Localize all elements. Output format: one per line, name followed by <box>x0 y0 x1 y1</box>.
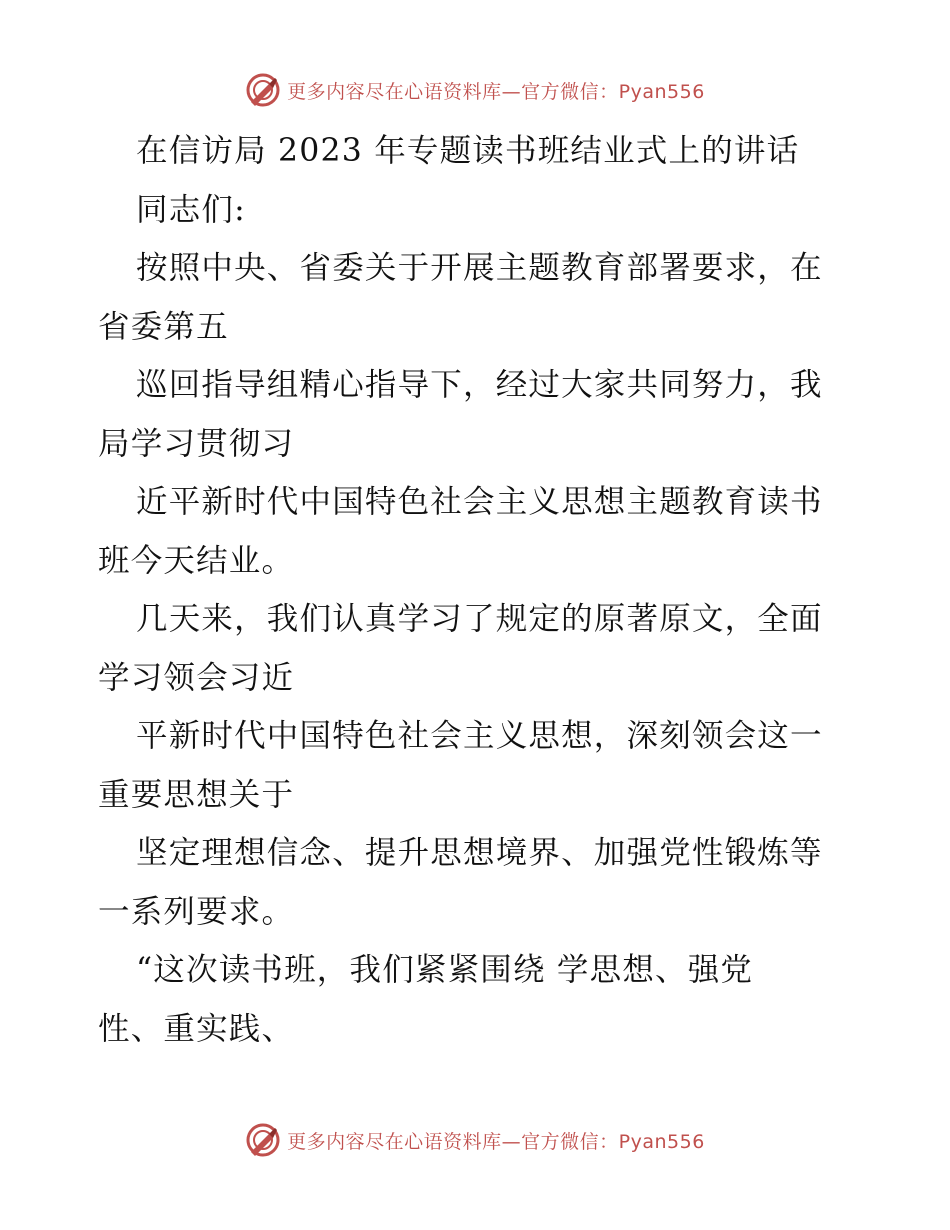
paragraph-line: 省委第五 <box>98 308 229 345</box>
paragraph-line: 几天来，我们认真学习了规定的原著原文，全面 <box>136 601 823 637</box>
paragraph-line: 重要思想关于 <box>98 776 295 813</box>
footer-watermark-banner <box>0 1118 950 1162</box>
paragraph-line: 近平新时代中国特色社会主义思想主题教育读书 <box>136 484 823 520</box>
pen-logo-icon <box>245 72 281 108</box>
paragraph-line: 坚定理想信念、提升思想境界、加强党性锻炼等 <box>136 835 823 871</box>
header-watermark-text: 更多内容尽在心语资料库—官方微信：Pyan556 <box>287 80 705 103</box>
salutation: 同志们: <box>136 191 246 228</box>
paragraph-line: 巡回指导组精心指导下，经过大家共同努力，我 <box>136 367 823 403</box>
paragraph-line: 班今天结业。 <box>98 542 295 579</box>
paragraph-line: 学习领会习近 <box>98 659 295 696</box>
paragraph-line: “这次读书班，我们紧紧围绕 学思想、强党 <box>136 952 754 988</box>
document-body <box>98 122 858 1058</box>
pen-logo-icon <box>245 1122 281 1158</box>
paragraph-line: 局学习贯彻习 <box>98 425 295 462</box>
paragraph-line: 性、重实践、 <box>98 1010 295 1047</box>
paragraph-line: 一系列要求。 <box>98 893 295 930</box>
footer-watermark-text: 更多内容尽在心语资料库—官方微信：Pyan556 <box>287 1130 705 1153</box>
paragraph-line: 平新时代中国特色社会主义思想，深刻领会这一 <box>136 718 823 754</box>
header-watermark-banner <box>0 68 950 112</box>
paragraph-line: 按照中央、省委关于开展主题教育部署要求，在 <box>136 250 823 286</box>
document-title: 在信访局 2023 年专题读书班结业式上的讲话 <box>136 133 800 169</box>
